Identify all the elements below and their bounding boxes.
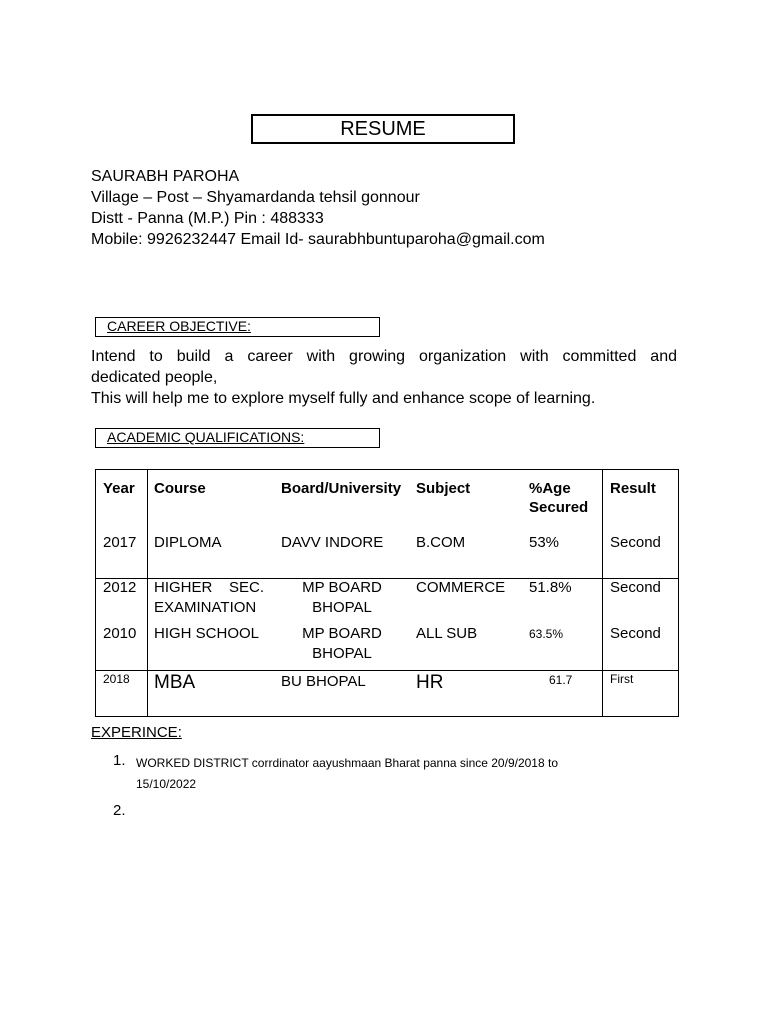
career-objective-heading: CAREER OBJECTIVE: bbox=[95, 317, 380, 337]
row-2012-course-line2: EXAMINATION bbox=[154, 599, 257, 616]
row-2017-year: 2017 bbox=[103, 534, 137, 551]
row-2012-subject: COMMERCE bbox=[416, 579, 506, 596]
row-2018-subject: HR bbox=[416, 672, 444, 693]
row-2017-subject: B.COM bbox=[416, 534, 466, 551]
resume-title: RESUME bbox=[251, 114, 515, 144]
row-2018-result: First bbox=[610, 672, 634, 686]
row-2012-year: 2012 bbox=[103, 579, 137, 596]
academic-table bbox=[95, 469, 679, 717]
header-result: Result bbox=[610, 480, 656, 497]
row-2017-pct: 53% bbox=[529, 534, 560, 551]
row-2012-pct: 51.8% bbox=[529, 579, 572, 596]
row-2012-course-line1: HIGHER SEC. bbox=[154, 579, 265, 596]
header-subject: Subject bbox=[416, 480, 471, 497]
row-2010-board-line2: BHOPAL bbox=[312, 645, 372, 662]
row-2012-board-line2: BHOPAL bbox=[312, 599, 372, 616]
header-course: Course bbox=[154, 480, 206, 497]
objective-line-2: dedicated people, bbox=[91, 369, 218, 386]
row-2010-subject: ALL SUB bbox=[416, 625, 478, 642]
candidate-name: SAURABH PAROHA bbox=[91, 168, 240, 185]
experience-item-2-number: 2. bbox=[113, 802, 126, 819]
header-board: Board/University bbox=[281, 480, 402, 497]
row-2012-board-line1: MP BOARD bbox=[302, 579, 382, 596]
objective-line-1: Intend to build a career with growing organization with committed and bbox=[91, 348, 677, 365]
experience-item-1-line1: WORKED DISTRICT corrdinator aayushmaan Bharat panna since 20/9/2018 to bbox=[136, 756, 558, 770]
experience-item-1-line2: 15/10/2022 bbox=[136, 777, 197, 791]
row-2010-course: HIGH SCHOOL bbox=[154, 625, 260, 642]
career-objective-text bbox=[91, 346, 677, 409]
row-2012-result: Second bbox=[610, 579, 661, 596]
experience-heading: EXPERINCE: bbox=[91, 724, 182, 741]
table-divider bbox=[96, 670, 678, 671]
experience-item-1-number: 1. bbox=[113, 752, 126, 769]
row-2010-year: 2010 bbox=[103, 625, 137, 642]
objective-line-3: This will help me to explore myself fully and enhance scope of learning. bbox=[91, 390, 596, 407]
table-divider bbox=[602, 470, 603, 716]
header-pct-line1: %Age bbox=[529, 480, 571, 497]
row-2010-board-line1: MP BOARD bbox=[302, 625, 382, 642]
academic-qualifications-heading: ACADEMIC QUALIFICATIONS: bbox=[95, 428, 380, 448]
row-2017-result: Second bbox=[610, 534, 661, 551]
row-2018-board: BU BHOPAL bbox=[281, 673, 366, 690]
header-pct-line2: Secured bbox=[529, 499, 589, 516]
district-line: Distt - Panna (M.P.) Pin : 488333 bbox=[91, 210, 324, 227]
row-2017-course: DIPLOMA bbox=[154, 534, 222, 551]
mobile-email-line: Mobile: 9926232447 Email Id- saurabhbuntuparoha@gmail.com bbox=[91, 231, 545, 248]
row-2018-year: 2018 bbox=[103, 672, 130, 686]
row-2017-board: DAVV INDORE bbox=[281, 534, 384, 551]
row-2018-pct: 61.7 bbox=[549, 673, 573, 687]
row-2010-pct: 63.5% bbox=[529, 627, 564, 641]
contact-block bbox=[91, 166, 545, 250]
table-divider bbox=[147, 470, 148, 716]
experience-item-1-text bbox=[136, 753, 656, 795]
row-2018-course: MBA bbox=[154, 672, 196, 693]
row-2010-result: Second bbox=[610, 625, 661, 642]
address-line: Village – Post – Shyamardanda tehsil gonnour bbox=[91, 189, 420, 206]
header-year: Year bbox=[103, 480, 135, 497]
